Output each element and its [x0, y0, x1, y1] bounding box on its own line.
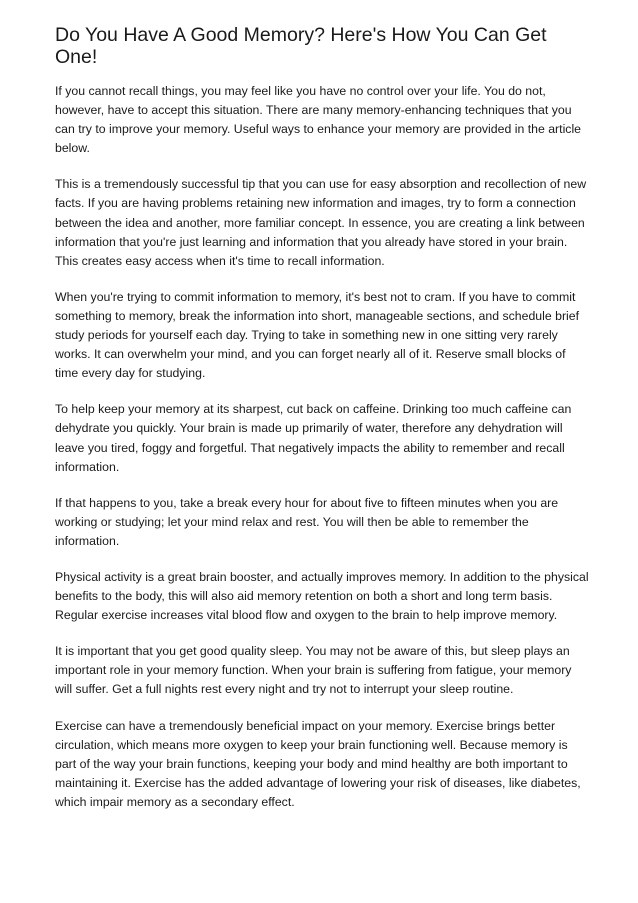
paragraph-intro: If you cannot recall things, you may feel like you have no control over your life. You do not, however, have to accept this situation. There are many memory-enhancing techniques that you can try to improve your memory. Useful ways to enhance your memory are provided in the article below. — [55, 84, 582, 156]
paragraph-exercise: Exercise can have a tremendously beneficial impact on your memory. Exercise brings better circulation, which means more oxygen to keep your brain functioning well. Because memory is part of the way your brain functions, keeping your body and mind healthy are both important to maintaining it. Exercise has the added advantage of lowering your risk of diseases, like diabetes, which impair memory as a secondary effect. — [55, 718, 581, 809]
paragraph-physical-activity: Physical activity is a great brain booster, and actually improves memory. In addition to the physical benefits to the body, this will also aid memory retention on both a short and long term basis. Regular exercise increases vital blood flow and oxygen to the brain to help improve memory. — [55, 569, 589, 623]
document-page — [55, 24, 590, 829]
document-title: Do You Have A Good Memory? Here's How You Can Get One! — [55, 24, 547, 68]
paragraph-association-tip: This is a tremendously successful tip that you can use for easy absorption and recollection of new facts. If you are having problems retaining new information and images, try to form a connection between the idea and another, more familiar concept. In essence, you are creating a link between information that you're just learning and information that you already have stored in your brain. This creates easy access when it's time to recall information. — [55, 177, 587, 268]
paragraph-sleep: It is important that you get good quality sleep. You may not be aware of this, but sleep plays an important role in your memory function. When your brain is suffering from fatigue, your memory will suffer. Get a full nights rest every night and try not to interrupt your sleep routine. — [55, 644, 572, 697]
paragraph-breaks: If that happens to you, take a break every hour for about five to fifteen minutes when you are working or studying; let your mind relax and rest. You will then be able to remember the information. — [55, 495, 559, 548]
paragraph-no-cramming: When you're trying to commit information to memory, it's best not to cram. If you have to commit something to memory, break the information into short, manageable sections, and schedule brief study periods for yourself each day. Trying to take in something new in one sitting very rarely works. It can overwhelm your mind, and you can forget nearly all of it. Reserve small blocks of time every day for studying. — [55, 289, 580, 381]
paragraph-caffeine: To help keep your memory at its sharpest, cut back on caffeine. Drinking too much caffeine can dehydrate you quickly. Your brain is made up primarily of water, therefore any dehydration will leave you tired, foggy and forgetful. That negatively impacts the ability to remember and recall information. — [55, 402, 572, 474]
